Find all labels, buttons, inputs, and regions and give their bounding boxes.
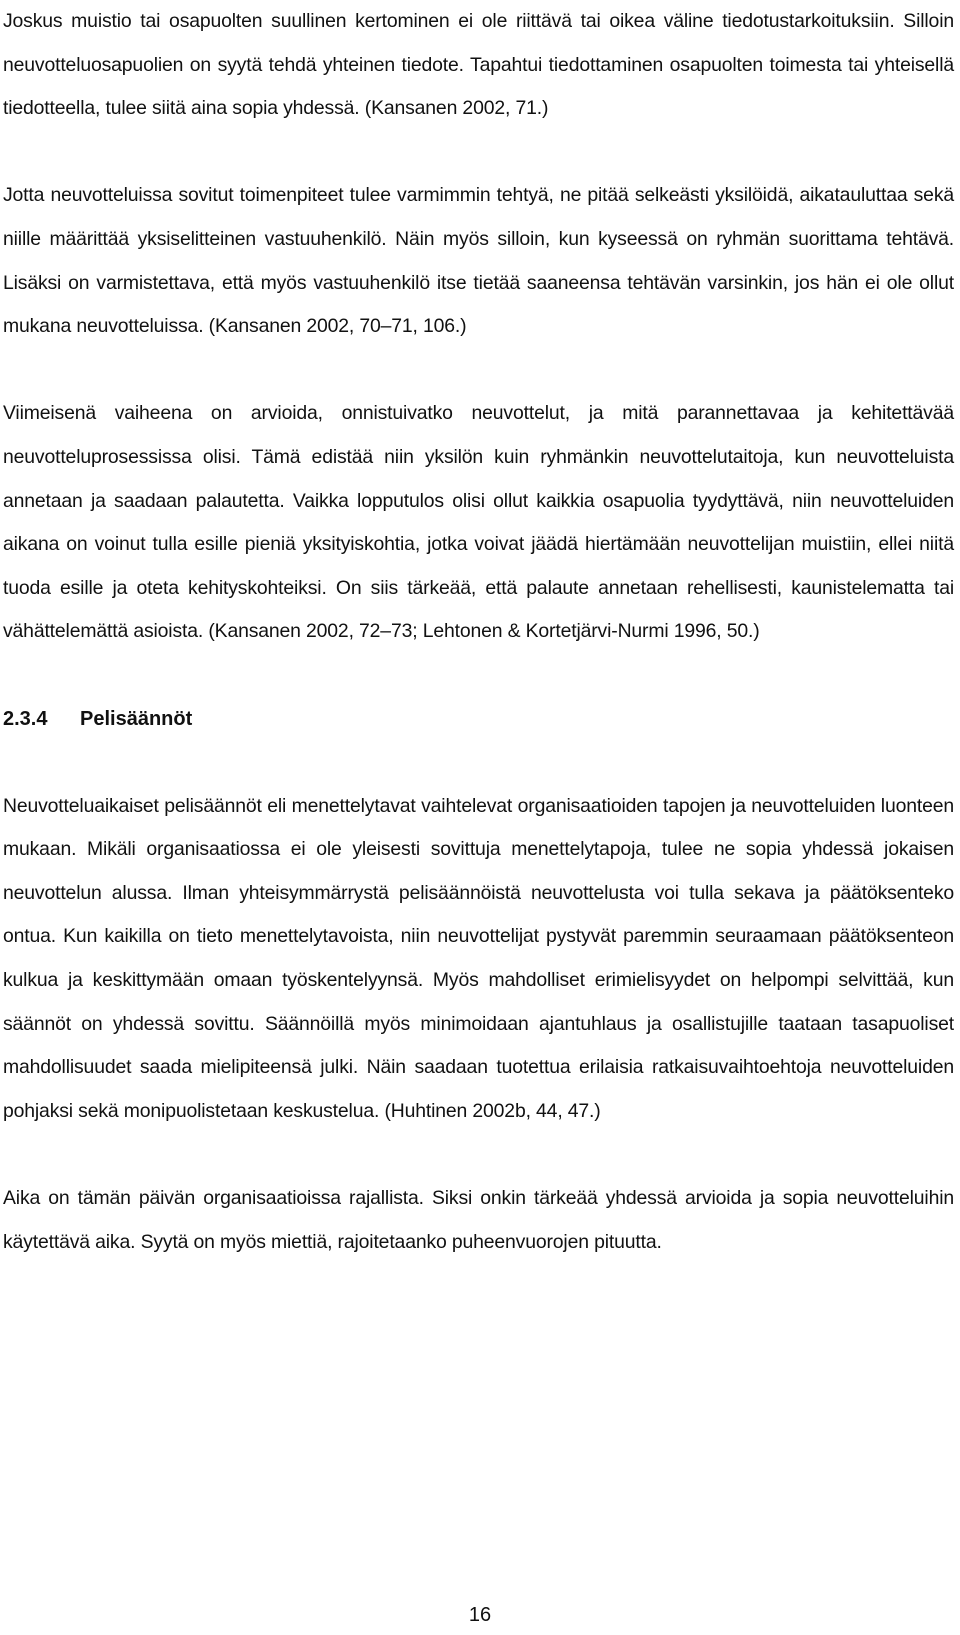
paragraph-gap — [3, 741, 954, 785]
section-heading — [3, 698, 954, 742]
paragraph-gap — [3, 131, 954, 175]
paragraph-gap — [3, 654, 954, 698]
page-number: 16 — [468, 1604, 492, 1626]
paragraph-pelisaannot: Neuvotteluaikaiset pelisäännöt eli menettelytavat vaihtelevat organisaatioiden tapojen ja neuvotteluiden luonteen mukaan. Mikäli organisaatiossa ei ole yleisesti sovittuja menettelytapoja, tulee ne sopia yhdessä jokaisen neuvottelun alussa. Ilman yhteisymmärrystä pelisäännöistä neuvottelusta voi tulla sekava ja päätöksenteko ontua. Kun kaikilla on tieto menettelytavoista, niin neuvottelijat pystyvät paremmin seuraamaan päätöksenteon kulkua ja keskittymään omaan työskentelyynsä. Myös mahdolliset erimielisyydet on helpompi selvittää, kun säännöt on yhdessä sovittu. Säännöillä myös minimoidaan ajantuhlaus ja osallistujille taataan tasapuoliset mahdollisuudet saada mielipiteensä julki. Näin saadaan tuotettua erilaisia ratkaisuvaihtoehtoja neuvotteluiden pohjaksi sekä monipuolistetaan keskustelua. (Huhtinen 2002b, 44, 47.) — [3, 794, 954, 1122]
paragraph-toimenpiteet: Jotta neuvotteluissa sovitut toimenpiteet tulee varmimmin tehtyä, ne pitää selkeästi yksilöidä, aikatauluttaa sekä niille määrittää yksiselitteinen vastuuhenkilö. Näin myös silloin, kun kyseessä on ryhmän suorittama tehtävä. Lisäksi on varmistettava, että myös vastuuhenkilö itse tietää saaneensa tehtävän varsinkin, jos hän ei ole ollut mukana neuvotteluissa. (Kansanen 2002, 70–71, 106.) — [3, 184, 954, 338]
section-number: 2.3.4 — [3, 707, 48, 730]
paragraph-tiedote: Joskus muistio tai osapuolten suullinen kertominen ei ole riittävä tai oikea väline tiedotustarkoituksiin. Silloin neuvotteluosapuolien on syytä tehdä yhteinen tiedote. Tapahtui tiedottaminen osapuolten toimesta tai yhteisellä tiedotteella, tulee siitä aina sopia yhdessä. (Kansanen 2002, 71.) — [3, 10, 954, 120]
paragraph-gap — [3, 349, 954, 393]
paragraph-aika: Aika on tämän päivän organisaatioissa rajallista. Siksi onkin tärkeää yhdessä arvioida ja sopia neuvotteluihin käytettävä aika. Syytä on myös miettiä, rajoitetaanko puheenvuorojen pituutta. — [3, 1187, 954, 1253]
paragraph-arviointi: Viimeisenä vaiheena on arvioida, onnistuivatko neuvottelut, ja mitä parannettavaa ja kehitettävää neuvotteluprosessissa olisi. Tämä edistää niin yksilön kuin ryhmänkin neuvottelutaitoja, kun neuvotteluista annetaan ja saadaan palautetta. Vaikka lopputulos olisi ollut kaikkia osapuolia tyydyttävä, niin neuvotteluiden aikana on voinut tulla esille pieniä yksityiskohtia, jotka voivat jäädä hiertämään neuvottelijan muistiin, ellei niitä tuoda esille ja oteta kehityskohteiksi. On siis tärkeää, että palaute annetaan rehellisesti, kaunistelematta tai vähättelemättä asioista. (Kansanen 2002, 72–73; Lehtonen & Kortetjärvi-Nurmi 1996, 50.) — [3, 402, 954, 643]
section-title: Pelisäännöt — [80, 707, 193, 730]
paragraph-gap — [3, 1133, 954, 1177]
page-content — [3, 0, 954, 1264]
